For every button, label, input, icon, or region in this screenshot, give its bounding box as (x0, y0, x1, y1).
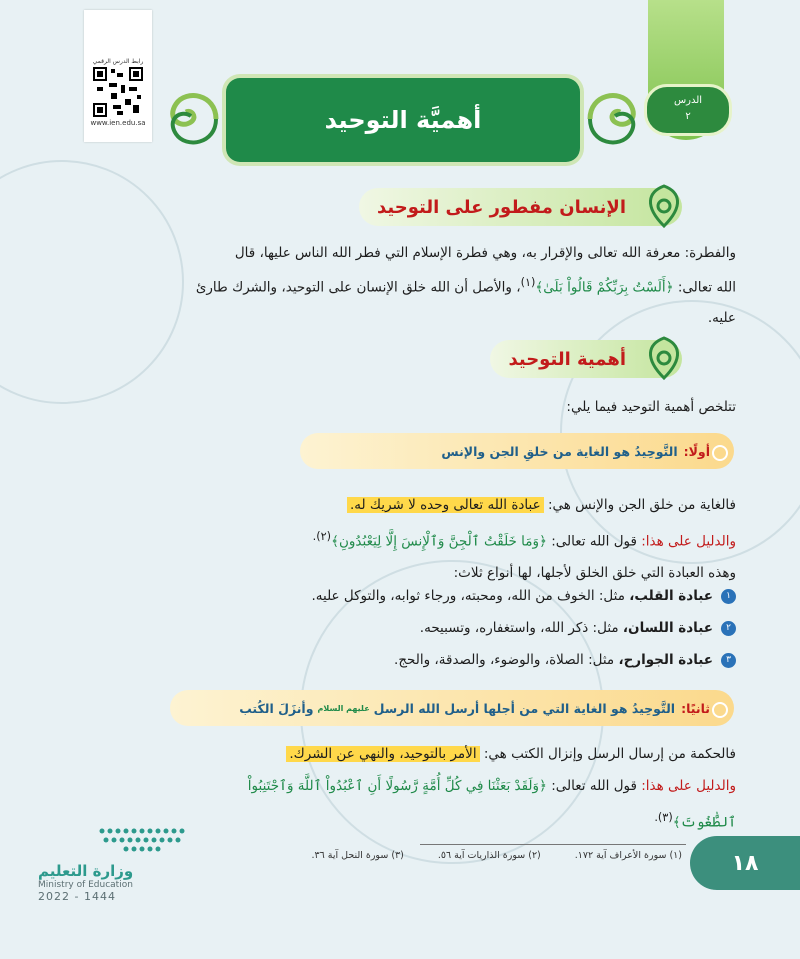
list-item (420, 620, 736, 636)
footnotes (311, 850, 682, 861)
point-one-bar (300, 433, 734, 469)
evidence-label: والدليل على هذا: (636, 533, 736, 550)
quran-verse: ﴿وَلَقَدْ بَعَثْنَا فِي كُلِّ أُمَّةٍ رَّسُولًا أَنِ ٱعْبُدُواْ ٱللَّهَ وَٱجْتَنِبُواْ (247, 778, 547, 794)
point-label: أولًا: (683, 443, 710, 459)
lesson-number: ٢ (685, 111, 691, 122)
qr-title: رابط الدرس الرقمي (92, 58, 144, 65)
honorific: عليهم السلام (317, 703, 370, 713)
qr-url[interactable]: www.ien.edu.sa (90, 119, 146, 127)
paragraph-line: والفطرة: معرفة الله تعالى والإقرار به، وهي فطرة الإسلام التي فطر الله الناس عليها، قال (234, 245, 736, 261)
quran-verse: ﴿وَمَا خَلَقْتُ ٱلْجِنَّ وَٱلْإِنسَ إِلَّا لِيَعْبُدُونِ﴾ (331, 533, 547, 550)
qr-card[interactable] (84, 10, 152, 142)
list-item (394, 652, 736, 668)
type-name: عبادة القلب، (629, 588, 713, 604)
footnote-divider (420, 844, 686, 845)
point-text: التَّوحِيدُ هو الغاية التي من أجلها أرسل الله الرسل (373, 700, 676, 716)
paragraph-line (60, 521, 736, 558)
point-text: التَّوحِيدُ هو الغاية من خلقِ الجن والإنس (441, 443, 678, 459)
point-label: ثانيًا: (681, 700, 710, 716)
leaf-ornament-icon (640, 182, 688, 230)
section-heading-innate-tawhid (359, 188, 682, 226)
footnote-ref[interactable]: (٢). (312, 530, 332, 543)
point-one-body (60, 490, 736, 589)
footnote-ref[interactable]: (١) (520, 276, 536, 289)
fitrah-paragraph (60, 238, 736, 333)
evidence-label: والدليل على هذا: (636, 778, 736, 794)
point-text-end: وأنزَلَ الكُتب (239, 700, 314, 716)
ministry-logo (38, 826, 168, 903)
type-desc: مثل: الخوف من الله، ومحبته، ورجاء ثوابه، والتوكل عليه. (311, 588, 630, 604)
paragraph-line: عليه. (707, 309, 736, 326)
footnote: (٢) سورة الذاريات آية ٥٦. (437, 850, 541, 861)
quran-verse: ﴿أَلَسْتُ بِرَبِّكُمْ قَالُواْ بَلَىٰ﴾ (535, 279, 674, 296)
type-desc: مثل: ذكر الله، واستغفاره، وتسبيحه. (419, 620, 623, 636)
footnote-ref[interactable]: (٣). (654, 811, 673, 824)
title-ornament-right-icon (580, 84, 650, 154)
paragraph-line (60, 770, 736, 802)
text-span: ، والأصل أن الله خلق الإنسان على التوحيد، والشرك طارئ (195, 279, 521, 296)
paragraph-line (60, 268, 736, 303)
bullet-dot-icon (712, 702, 728, 718)
highlight-text: عبادة الله تعالى وحده لا شريك له. (347, 497, 544, 513)
point-two-bar (170, 690, 734, 726)
lesson-word: الدرس (673, 95, 703, 106)
paragraph-line: وهذه العبادة التي خلق الخلق لأجلها، لها أنواع ثلاث: (453, 564, 736, 581)
quran-verse: ٱلطَّٰغُوتَ﴾ (672, 814, 736, 831)
ministry-name-en: Ministry of Education (38, 880, 133, 890)
text-span: قول الله تعالى: (546, 778, 637, 794)
paragraph-line (60, 738, 736, 770)
type-desc: مثل: الصلاة، والوضوء، والصدقة، والحج. (394, 652, 619, 668)
number-badge: ٣ (721, 653, 736, 668)
text-span: فالحكمة من إرسال الرسل وإنزال الكتب هي: (479, 746, 736, 762)
page-title: أهميَّة التوحيد (226, 78, 580, 162)
title-ornament-left-icon (156, 84, 226, 154)
importance-intro: تتلخص أهمية التوحيد فيما يلي: (566, 399, 736, 415)
point-two-body (60, 738, 736, 839)
footnote: (١) سورة الأعراف آية ١٧٢. (574, 850, 682, 861)
text-span: الله تعالى: (673, 279, 736, 296)
number-badge: ١ (721, 589, 736, 604)
section-heading-text: أهمية التوحيد (508, 348, 626, 370)
highlight-text: الأمر بالتوحيد، والنهي عن الشرك. (286, 746, 479, 762)
number-badge: ٢ (721, 621, 736, 636)
bullet-dot-icon (712, 445, 728, 461)
ministry-year: 2022 - 1444 (38, 890, 116, 903)
lesson-badge (644, 84, 732, 136)
section-heading-text: الإنسان مفطور على التوحيد (377, 196, 626, 218)
footnote: (٣) سورة النحل آية ٣٦. (311, 850, 404, 861)
type-name: عبادة اللسان، (622, 620, 713, 636)
text-span: فالغاية من خلق الجن والإنس هي: (543, 497, 736, 513)
type-name: عبادة الجوارح، (618, 652, 713, 668)
ministry-dots-logo-icon (96, 826, 188, 856)
text-span: قول الله تعالى: (546, 533, 637, 550)
list-item (311, 588, 736, 604)
ministry-name-ar: وزارة التعليم (38, 862, 134, 880)
qr-code-icon (93, 67, 143, 117)
leaf-ornament-icon (640, 334, 688, 382)
page-number: ١٨ (690, 836, 800, 890)
section-heading-importance (490, 340, 682, 378)
paragraph-line (60, 490, 736, 521)
